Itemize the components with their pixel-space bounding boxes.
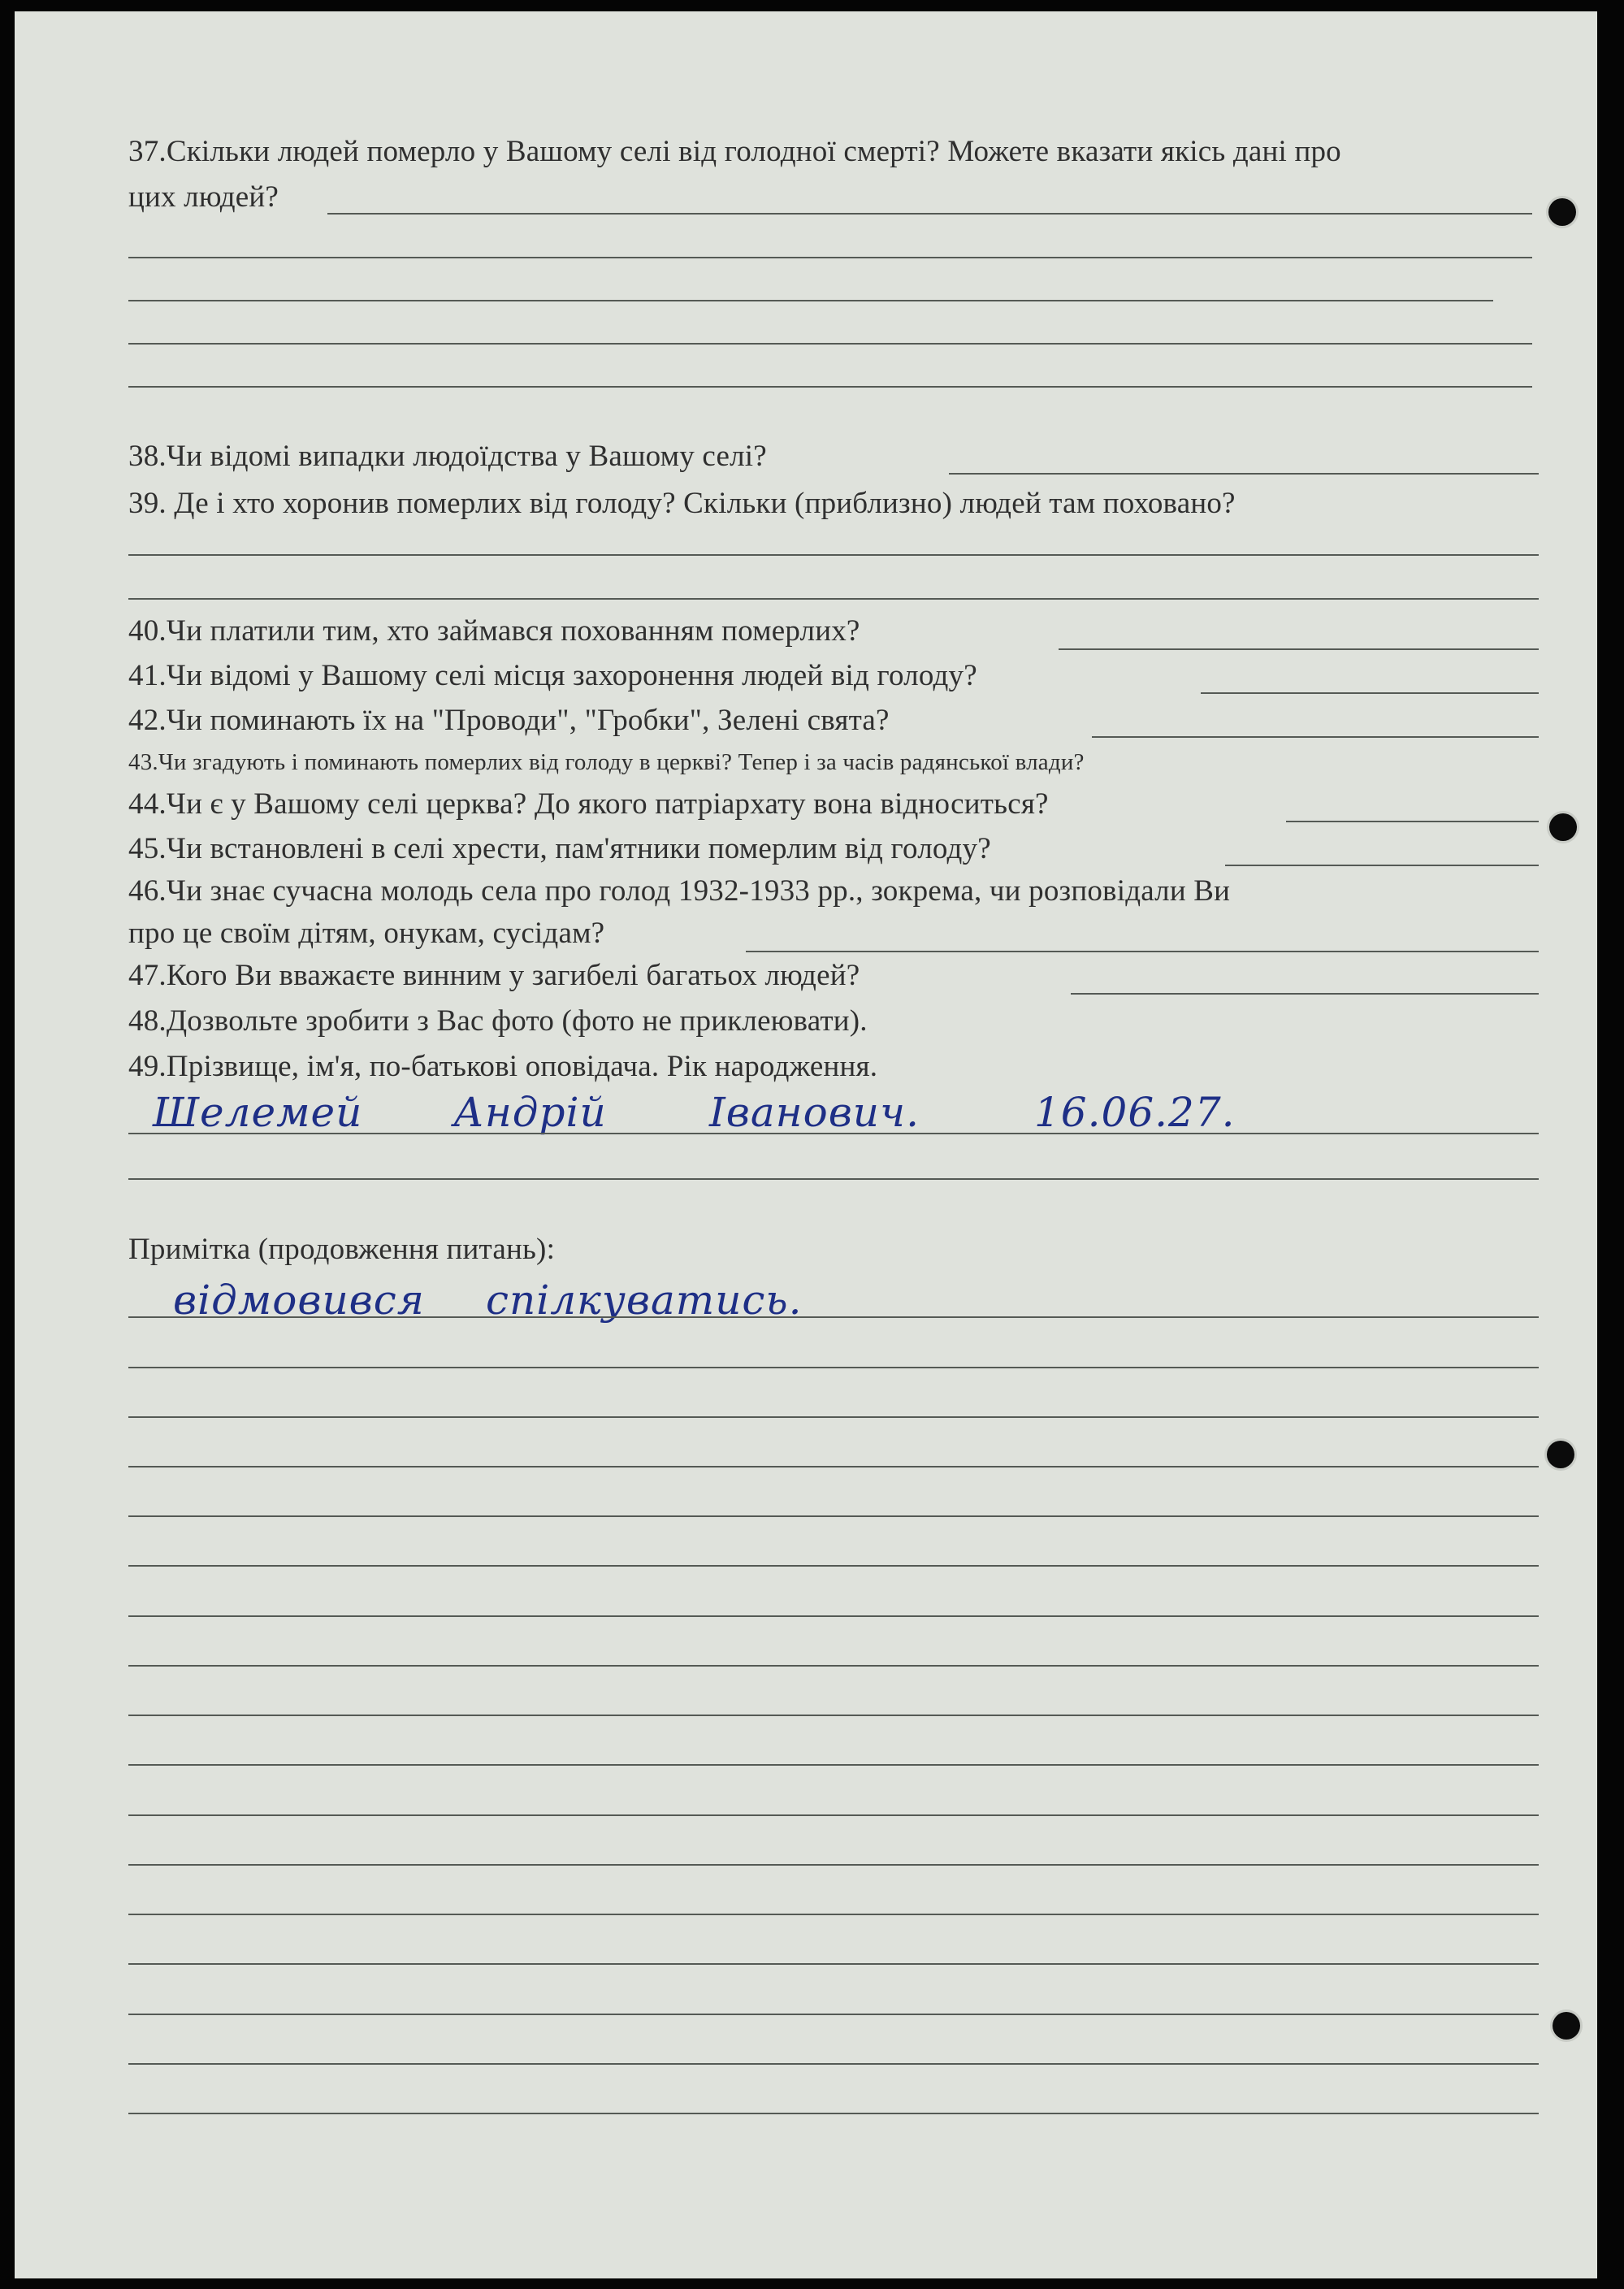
questionnaire-sheet [15, 11, 1597, 2278]
note-line [128, 1914, 1539, 1915]
question-48: 48.Дозвольте зробити з Вас фото (фото не приклеювати). [128, 1004, 868, 1038]
note-line [128, 1963, 1539, 1965]
question-49: 49.Прізвище, ім'я, по-батькові оповідача. Рік народження. [128, 1050, 878, 1083]
answer-line [128, 257, 1532, 258]
answer-line [128, 343, 1532, 345]
question-42: 42.Чи поминають їх на "Проводи", "Гробки", Зелені свята? [128, 704, 890, 737]
answer-line [949, 473, 1539, 475]
note-label: Примітка (продовження питань): [128, 1233, 556, 1266]
question-46-line-1: 46.Чи знає сучасна молодь села про голод 1932-1933 рр., зокрема, чи розповідали Ви [128, 874, 1231, 908]
question-41: 41.Чи відомі у Вашому селі місця захоронення людей від голоду? [128, 659, 977, 692]
answer-line [128, 300, 1493, 301]
question-43: 43.Чи згадують і поминають померлих від голоду в церкві? Тепер і за часів радянської влади? [128, 749, 1085, 775]
question-47: 47.Кого Ви вважаєте винним у загибелі багатьох людей? [128, 959, 860, 992]
note-line [128, 2113, 1539, 2114]
note-line [128, 1764, 1539, 1766]
note-line [128, 1466, 1539, 1467]
note-line [128, 1515, 1539, 1517]
answer-line [1201, 692, 1539, 694]
punch-hole-1 [1548, 198, 1576, 226]
note-line [128, 1416, 1539, 1418]
answer-line [128, 554, 1539, 556]
question-37-line-2: цих людей? [128, 180, 279, 214]
handwritten-birth-date: 16.06.27. [1034, 1089, 1236, 1136]
handwritten-note-word-2: спілкуватись. [486, 1277, 803, 1324]
note-line [128, 1367, 1539, 1368]
question-45: 45.Чи встановлені в селі хрести, пам'ятники померлим від голоду? [128, 832, 991, 865]
answer-line [128, 598, 1539, 600]
answer-line [128, 386, 1532, 388]
handwritten-name: Андрій [453, 1089, 607, 1136]
answer-line [1059, 648, 1539, 650]
question-46-line-2: про це своїм дітям, онукам, сусідам? [128, 917, 605, 950]
note-line [128, 1665, 1539, 1667]
punch-hole-2 [1549, 813, 1577, 841]
answer-line [128, 1178, 1539, 1180]
note-line [128, 1565, 1539, 1567]
note-line [128, 1814, 1539, 1816]
punch-hole-4 [1553, 2012, 1580, 2040]
answer-line [327, 213, 1532, 215]
answer-line [1071, 993, 1539, 995]
note-line [128, 1864, 1539, 1866]
question-40: 40.Чи платили тим, хто займався похованням померлих? [128, 614, 860, 648]
note-line [128, 1316, 1539, 1318]
punch-hole-3 [1547, 1441, 1574, 1468]
answer-line [1225, 865, 1539, 866]
handwritten-patronymic: Іванович. [709, 1089, 920, 1136]
handwritten-surname: Шелемей [153, 1089, 363, 1136]
note-line [128, 2063, 1539, 2065]
note-line [128, 1615, 1539, 1617]
note-line [128, 1715, 1539, 1716]
question-37-line-1: 37.Скільки людей померло у Вашому селі від голодної смерті? Можете вказати якісь дані про [128, 135, 1341, 168]
answer-line [746, 951, 1539, 952]
answer-line [1092, 736, 1539, 738]
answer-line [1286, 821, 1539, 822]
question-39: 39. Де і хто хоронив померлих від голоду? Скільки (приблизно) людей там поховано? [128, 487, 1236, 520]
handwritten-note-word-1: відмовився [173, 1277, 425, 1324]
note-line [128, 2014, 1539, 2015]
answer-line [128, 1133, 1539, 1134]
question-38: 38.Чи відомі випадки людоїдства у Вашому селі? [128, 440, 767, 473]
question-44: 44.Чи є у Вашому селі церква? До якого патріархату вона відноситься? [128, 787, 1049, 821]
